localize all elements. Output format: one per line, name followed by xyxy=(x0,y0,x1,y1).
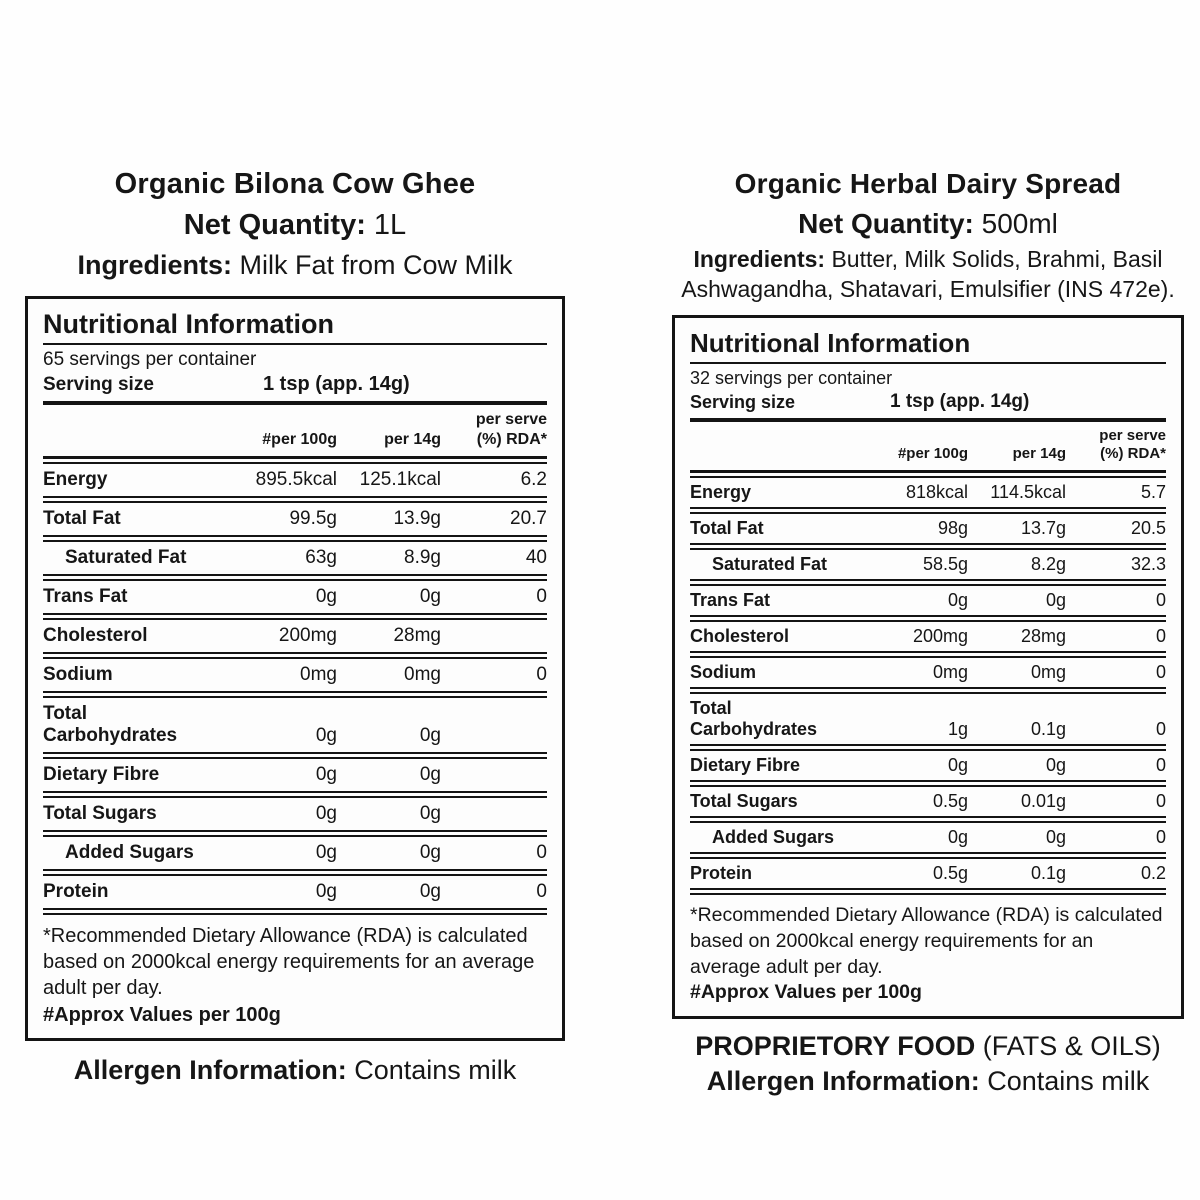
product-title: Organic Herbal Dairy Spread xyxy=(734,168,1122,199)
row-label: Protein xyxy=(690,863,753,884)
row-label: Dietary Fibre xyxy=(690,755,801,776)
row-label: Sodium xyxy=(690,662,756,683)
value-per-100g: 0.5g xyxy=(932,791,968,812)
value-per-100g: 0g xyxy=(947,827,968,848)
rda-note-text: *Recommended Dietary Allowance (RDA) is calculated based on 2000kcal energy requirements for an average adult per day. xyxy=(43,924,535,1000)
row-label: Saturated Fat xyxy=(65,546,187,568)
table-row xyxy=(690,821,1166,854)
column-per-100g: #per 100g xyxy=(262,430,337,448)
rda-note xyxy=(690,893,1166,1006)
value-per-14g: 0g xyxy=(419,802,441,824)
value-per-100g: 895.5kcal xyxy=(255,468,337,490)
row-label: Trans Fat xyxy=(43,585,128,607)
value-per-100g: 63g xyxy=(305,546,337,568)
nutrition-facts-box xyxy=(25,296,565,1042)
table-row xyxy=(43,796,547,832)
table-row xyxy=(43,874,547,910)
row-label: Added Sugars xyxy=(712,827,835,848)
value-per-serve: 0 xyxy=(1155,755,1166,776)
row-label: Added Sugars xyxy=(65,841,194,863)
value-per-14g: 0g xyxy=(419,763,441,785)
value-per-14g: 0.1g xyxy=(1030,863,1066,884)
value-per-14g: 13.9g xyxy=(393,507,441,529)
product-title: Organic Bilona Cow Ghee xyxy=(114,168,476,200)
allergen-value: Contains milk xyxy=(979,1066,1150,1097)
table-row xyxy=(43,835,547,871)
column-per-serve-line2: (%) RDA* xyxy=(476,430,547,448)
table-row xyxy=(43,657,547,693)
ingredients-line xyxy=(672,244,1184,305)
value-per-14g: 8.2g xyxy=(1030,554,1066,575)
value-per-serve: 0 xyxy=(1155,791,1166,812)
serving-size-row xyxy=(43,373,547,405)
allergen-line xyxy=(25,1055,565,1086)
ingredients-value: Butter, Milk Solids, Brahmi, Basil Ashwagandha, Shatavari, Emulsifier (INS 472e). xyxy=(681,246,1175,303)
serving-size-value: 1 tsp (app. 14g) xyxy=(263,372,410,395)
value-per-14g: 28mg xyxy=(393,624,441,646)
value-per-14g: 0g xyxy=(419,724,441,746)
value-per-100g: 0g xyxy=(315,763,337,785)
value-per-14g: 0g xyxy=(419,585,441,607)
rda-note xyxy=(43,913,547,1029)
value-per-14g: 0.1g xyxy=(1030,719,1066,740)
column-per-serve-line1: per serve xyxy=(475,410,547,428)
table-row xyxy=(43,696,547,754)
value-per-100g: 0g xyxy=(315,585,337,607)
nutrition-heading: Nutritional Information xyxy=(690,328,1166,364)
approx-values-note: #Approx Values per 100g xyxy=(690,981,922,1004)
row-label: Total Fat xyxy=(43,507,121,529)
allergen-label: Allergen Information: xyxy=(73,1055,347,1086)
table-row xyxy=(690,692,1166,746)
value-per-serve: 20.5 xyxy=(1130,518,1166,539)
value-per-14g: 0.01g xyxy=(1020,791,1066,812)
value-per-100g: 0mg xyxy=(300,663,337,685)
proprietory-food-line xyxy=(672,1031,1184,1062)
net-quantity-line xyxy=(672,208,1184,240)
value-per-100g: 0.5g xyxy=(932,863,968,884)
table-row xyxy=(43,757,547,793)
serving-size-label: Serving size xyxy=(43,373,154,395)
column-per-serve xyxy=(447,410,547,450)
servings-per-container: 65 servings per container xyxy=(43,348,257,370)
value-per-serve: 0 xyxy=(1155,719,1166,740)
row-label: Total Carbohydrates xyxy=(690,698,818,740)
column-per-serve-line1: per serve xyxy=(1099,426,1166,444)
row-label: Total Sugars xyxy=(690,791,798,812)
table-row xyxy=(690,476,1166,509)
nutrition-rows xyxy=(690,476,1166,890)
row-label: Trans Fat xyxy=(690,590,771,611)
row-label: Cholesterol xyxy=(690,626,790,647)
table-row xyxy=(43,501,547,537)
ingredients-line xyxy=(25,248,565,284)
table-row xyxy=(690,512,1166,545)
value-per-14g: 0g xyxy=(419,880,441,902)
column-per-14g: per 14g xyxy=(384,430,441,448)
table-row xyxy=(690,785,1166,818)
table-row xyxy=(43,540,547,576)
ingredients-label: Ingredients: xyxy=(77,250,232,280)
allergen-label: Allergen Information: xyxy=(706,1066,980,1097)
column-header-row xyxy=(690,422,1166,474)
column-per-serve xyxy=(1072,427,1166,465)
value-per-14g: 13.7g xyxy=(1020,518,1066,539)
value-per-serve: 6.2 xyxy=(520,468,547,490)
value-per-14g: 8.9g xyxy=(404,546,441,568)
allergen-value: Contains milk xyxy=(346,1055,517,1086)
net-quantity-line xyxy=(25,209,565,242)
value-per-100g: 0mg xyxy=(932,662,968,683)
value-per-serve: 0 xyxy=(1155,827,1166,848)
approx-values-note: #Approx Values per 100g xyxy=(43,1003,281,1026)
row-label: Cholesterol xyxy=(43,624,148,646)
row-label: Total Carbohydrates xyxy=(43,702,178,746)
nutrition-facts-box xyxy=(672,315,1184,1019)
value-per-serve: 5.7 xyxy=(1140,482,1166,503)
value-per-100g: 200mg xyxy=(912,626,968,647)
row-label: Protein xyxy=(43,880,109,902)
value-per-serve: 0.2 xyxy=(1140,863,1166,884)
panel-dairy-spread xyxy=(672,168,1184,1097)
value-per-100g: 99.5g xyxy=(289,507,337,529)
value-per-serve: 20.7 xyxy=(510,507,547,529)
serving-size-value: 1 tsp (app. 14g) xyxy=(890,390,1030,412)
value-per-serve: 0 xyxy=(1155,590,1166,611)
net-quantity-label: Net Quantity: xyxy=(183,209,366,241)
value-per-100g: 0g xyxy=(315,841,337,863)
value-per-14g: 0g xyxy=(419,841,441,863)
value-per-serve: 32.3 xyxy=(1130,554,1166,575)
row-label: Dietary Fibre xyxy=(43,763,160,785)
value-per-100g: 818kcal xyxy=(905,482,968,503)
table-row xyxy=(690,656,1166,689)
row-label: Energy xyxy=(43,468,108,490)
value-per-100g: 1g xyxy=(947,719,968,740)
value-per-100g: 0g xyxy=(315,880,337,902)
table-row xyxy=(43,618,547,654)
row-label: Total Sugars xyxy=(43,802,157,824)
row-label: Total Fat xyxy=(690,518,764,539)
value-per-serve: 0 xyxy=(536,880,547,902)
value-per-100g: 0g xyxy=(315,802,337,824)
table-row xyxy=(43,462,547,498)
table-row xyxy=(690,620,1166,653)
nutrition-heading: Nutritional Information xyxy=(43,309,547,345)
value-per-14g: 0mg xyxy=(1030,662,1066,683)
value-per-serve: 0 xyxy=(1155,662,1166,683)
value-per-100g: 200mg xyxy=(278,624,337,646)
ingredients-value: Milk Fat from Cow Milk xyxy=(232,250,513,280)
panel-cow-ghee xyxy=(25,168,565,1086)
value-per-100g: 58.5g xyxy=(922,554,968,575)
table-row xyxy=(690,584,1166,617)
table-row xyxy=(690,857,1166,890)
column-header-row xyxy=(43,405,547,459)
ingredients-label: Ingredients: xyxy=(693,246,826,272)
serving-size-row xyxy=(690,391,1166,422)
proprietory-food-category: (FATS & OILS) xyxy=(975,1031,1161,1062)
column-per-serve-line2: (%) RDA* xyxy=(1100,445,1166,463)
value-per-serve: 0 xyxy=(536,585,547,607)
net-quantity-label: Net Quantity: xyxy=(798,208,974,239)
row-label: Sodium xyxy=(43,663,113,685)
value-per-serve: 0 xyxy=(536,663,547,685)
proprietory-food-label: PROPRIETORY FOOD xyxy=(695,1031,976,1062)
row-label: Saturated Fat xyxy=(712,554,828,575)
rda-note-text: *Recommended Dietary Allowance (RDA) is calculated based on 2000kcal energy requirements for an average adult per day. xyxy=(690,904,1163,978)
value-per-14g: 0mg xyxy=(404,663,441,685)
column-per-100g: #per 100g xyxy=(897,445,968,463)
row-label: Energy xyxy=(690,482,752,503)
value-per-100g: 0g xyxy=(947,590,968,611)
servings-per-container: 32 servings per container xyxy=(690,367,893,388)
value-per-14g: 0g xyxy=(1045,755,1066,776)
value-per-100g: 0g xyxy=(947,755,968,776)
value-per-serve: 0 xyxy=(536,841,547,863)
value-per-100g: 0g xyxy=(315,724,337,746)
column-per-14g: per 14g xyxy=(1012,445,1066,463)
value-per-14g: 0g xyxy=(1045,827,1066,848)
value-per-14g: 125.1kcal xyxy=(359,468,441,490)
value-per-serve: 0 xyxy=(1155,626,1166,647)
value-per-14g: 0g xyxy=(1045,590,1066,611)
table-row xyxy=(43,579,547,615)
nutrition-rows xyxy=(43,462,547,910)
table-row xyxy=(690,749,1166,782)
table-row xyxy=(690,548,1166,581)
net-quantity-value: 1L xyxy=(365,209,407,241)
value-per-14g: 114.5kcal xyxy=(990,482,1066,503)
value-per-100g: 98g xyxy=(937,518,968,539)
allergen-line xyxy=(672,1066,1184,1097)
serving-size-label: Serving size xyxy=(690,391,796,412)
value-per-serve: 40 xyxy=(525,546,547,568)
net-quantity-value: 500ml xyxy=(973,208,1058,239)
value-per-14g: 28mg xyxy=(1020,626,1066,647)
